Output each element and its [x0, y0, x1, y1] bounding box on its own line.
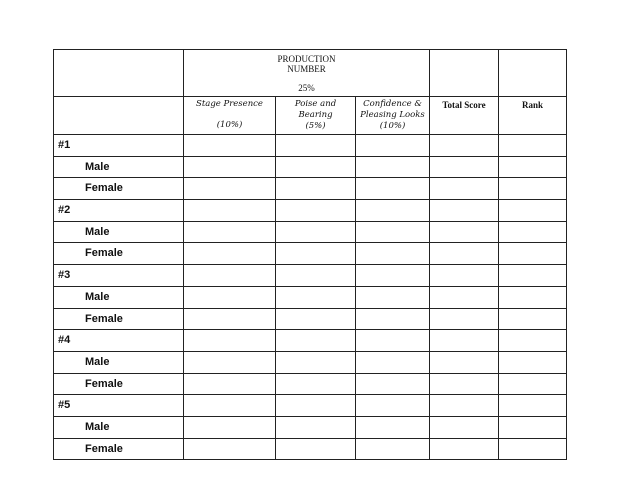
poise-cell[interactable] [276, 221, 356, 243]
total-score-cell[interactable] [430, 330, 499, 352]
table-row [54, 178, 567, 200]
stage-presence-cell[interactable] [184, 178, 276, 200]
stage-presence-cell[interactable] [184, 416, 276, 438]
confidence-looks-header [356, 97, 430, 135]
stage-presence-cell[interactable] [184, 265, 276, 287]
confidence-cell[interactable] [356, 178, 430, 200]
table-row [54, 373, 567, 395]
total-score-cell[interactable] [430, 373, 499, 395]
table-row [54, 395, 567, 417]
confidence-cell[interactable] [356, 330, 430, 352]
score-table [53, 49, 567, 460]
confidence-cell[interactable] [356, 156, 430, 178]
female-label-cell [54, 438, 184, 460]
group-label: #5 [58, 399, 71, 412]
table-row [54, 243, 567, 265]
rank-header [499, 97, 567, 135]
poise-line1: Poise and [294, 99, 337, 109]
poise-cell[interactable] [276, 330, 356, 352]
table-row [54, 308, 567, 330]
table-row [54, 135, 567, 157]
total-score-cell[interactable] [430, 308, 499, 330]
total-score-cell[interactable] [430, 286, 499, 308]
stage-presence-cell[interactable] [184, 330, 276, 352]
table-row [54, 330, 567, 352]
stage-presence-cell[interactable] [184, 351, 276, 373]
header-blank-cell [54, 97, 184, 135]
table-row [54, 265, 567, 287]
male-label: Male [85, 420, 110, 433]
stage-presence-cell[interactable] [184, 308, 276, 330]
poise-cell[interactable] [276, 200, 356, 222]
poise-line2: Bearing [298, 110, 333, 120]
poise-cell[interactable] [276, 308, 356, 330]
stage-presence-cell[interactable] [184, 135, 276, 157]
rank-cell[interactable] [499, 286, 567, 308]
rank-label: Rank [521, 100, 543, 110]
header-blank-cell [499, 50, 567, 97]
header-blank-cell [54, 50, 184, 97]
stage-presence-cell[interactable] [184, 156, 276, 178]
poise-pct: (5%) [305, 121, 326, 131]
table-row [54, 221, 567, 243]
total-score-cell[interactable] [430, 438, 499, 460]
confidence-cell[interactable] [356, 308, 430, 330]
female-label-cell [54, 308, 184, 330]
poise-cell[interactable] [276, 438, 356, 460]
total-score-cell[interactable] [430, 243, 499, 265]
total-score-label: Total Score [442, 100, 486, 110]
total-score-cell[interactable] [430, 351, 499, 373]
female-label: Female [85, 247, 123, 260]
confidence-cell[interactable] [356, 265, 430, 287]
confidence-cell[interactable] [356, 438, 430, 460]
stage-presence-cell[interactable] [184, 395, 276, 417]
male-label-cell [54, 221, 184, 243]
header-row-1 [54, 50, 567, 97]
total-score-header [430, 97, 499, 135]
poise-cell[interactable] [276, 416, 356, 438]
total-score-cell[interactable] [430, 178, 499, 200]
total-score-cell[interactable] [430, 265, 499, 287]
poise-bearing-header [276, 97, 356, 135]
male-label-cell [54, 156, 184, 178]
female-label: Female [85, 377, 123, 390]
rank-cell[interactable] [499, 395, 567, 417]
rank-cell[interactable] [499, 243, 567, 265]
group-label-cell [54, 200, 184, 222]
total-score-cell[interactable] [430, 221, 499, 243]
total-score-cell[interactable] [430, 416, 499, 438]
male-label-cell [54, 416, 184, 438]
poise-cell[interactable] [276, 373, 356, 395]
table-row [54, 286, 567, 308]
confidence-cell[interactable] [356, 373, 430, 395]
female-label: Female [85, 442, 123, 455]
female-label-cell [54, 178, 184, 200]
male-label: Male [85, 160, 110, 173]
production-line1: PRODUCTION [277, 54, 336, 64]
poise-cell[interactable] [276, 178, 356, 200]
stage-presence-header [184, 97, 276, 135]
poise-cell[interactable] [276, 135, 356, 157]
rank-cell[interactable] [499, 200, 567, 222]
table-row [54, 200, 567, 222]
rank-cell[interactable] [499, 308, 567, 330]
group-label-cell [54, 330, 184, 352]
rank-cell[interactable] [499, 135, 567, 157]
poise-cell[interactable] [276, 395, 356, 417]
rank-cell[interactable] [499, 373, 567, 395]
stage-presence-label: Stage Presence [196, 99, 263, 109]
confidence-cell[interactable] [356, 351, 430, 373]
rank-cell[interactable] [499, 416, 567, 438]
female-label-cell [54, 373, 184, 395]
male-label: Male [85, 290, 110, 303]
male-label-cell [54, 286, 184, 308]
rank-cell[interactable] [499, 330, 567, 352]
header-row-2 [54, 97, 567, 135]
group-label: #3 [58, 269, 71, 282]
female-label: Female [85, 312, 123, 325]
confidence-pct: (10%) [379, 121, 406, 131]
poise-cell[interactable] [276, 351, 356, 373]
group-label-cell [54, 135, 184, 157]
confidence-cell[interactable] [356, 221, 430, 243]
table-row [54, 416, 567, 438]
total-score-cell[interactable] [430, 135, 499, 157]
confidence-line1: Confidence & [363, 99, 422, 109]
stage-presence-cell[interactable] [184, 221, 276, 243]
confidence-cell[interactable] [356, 395, 430, 417]
stage-presence-cell[interactable] [184, 200, 276, 222]
group-label: #4 [58, 334, 71, 347]
total-score-cell[interactable] [430, 395, 499, 417]
production-line2: NUMBER [287, 64, 326, 74]
male-label: Male [85, 355, 110, 368]
group-label: #1 [58, 139, 71, 151]
table-row [54, 438, 567, 460]
header-blank-cell [430, 50, 499, 97]
poise-cell[interactable] [276, 265, 356, 287]
confidence-cell[interactable] [356, 243, 430, 265]
stage-presence-cell[interactable] [184, 373, 276, 395]
stage-presence-cell[interactable] [184, 243, 276, 265]
rank-cell[interactable] [499, 351, 567, 373]
stage-presence-pct: (10%) [216, 120, 243, 130]
poise-cell[interactable] [276, 243, 356, 265]
rank-cell[interactable] [499, 438, 567, 460]
female-label: Female [85, 182, 123, 195]
table-row [54, 156, 567, 178]
table-row [54, 351, 567, 373]
rank-cell[interactable] [499, 221, 567, 243]
group-label-cell [54, 265, 184, 287]
total-score-cell[interactable] [430, 156, 499, 178]
confidence-cell[interactable] [356, 286, 430, 308]
male-label: Male [85, 225, 110, 238]
rank-cell[interactable] [499, 178, 567, 200]
rank-cell[interactable] [499, 265, 567, 287]
stage-presence-cell[interactable] [184, 286, 276, 308]
group-label-cell [54, 395, 184, 417]
poise-cell[interactable] [276, 286, 356, 308]
rank-cell[interactable] [499, 156, 567, 178]
total-score-cell[interactable] [430, 200, 499, 222]
male-label-cell [54, 351, 184, 373]
stage-presence-cell[interactable] [184, 438, 276, 460]
female-label-cell [54, 243, 184, 265]
confidence-cell[interactable] [356, 200, 430, 222]
production-number-header [184, 50, 430, 97]
confidence-cell[interactable] [356, 135, 430, 157]
group-label: #2 [58, 204, 71, 217]
poise-cell[interactable] [276, 156, 356, 178]
confidence-line2: Pleasing Looks [360, 110, 425, 120]
production-pct: 25% [298, 83, 315, 93]
confidence-cell[interactable] [356, 416, 430, 438]
